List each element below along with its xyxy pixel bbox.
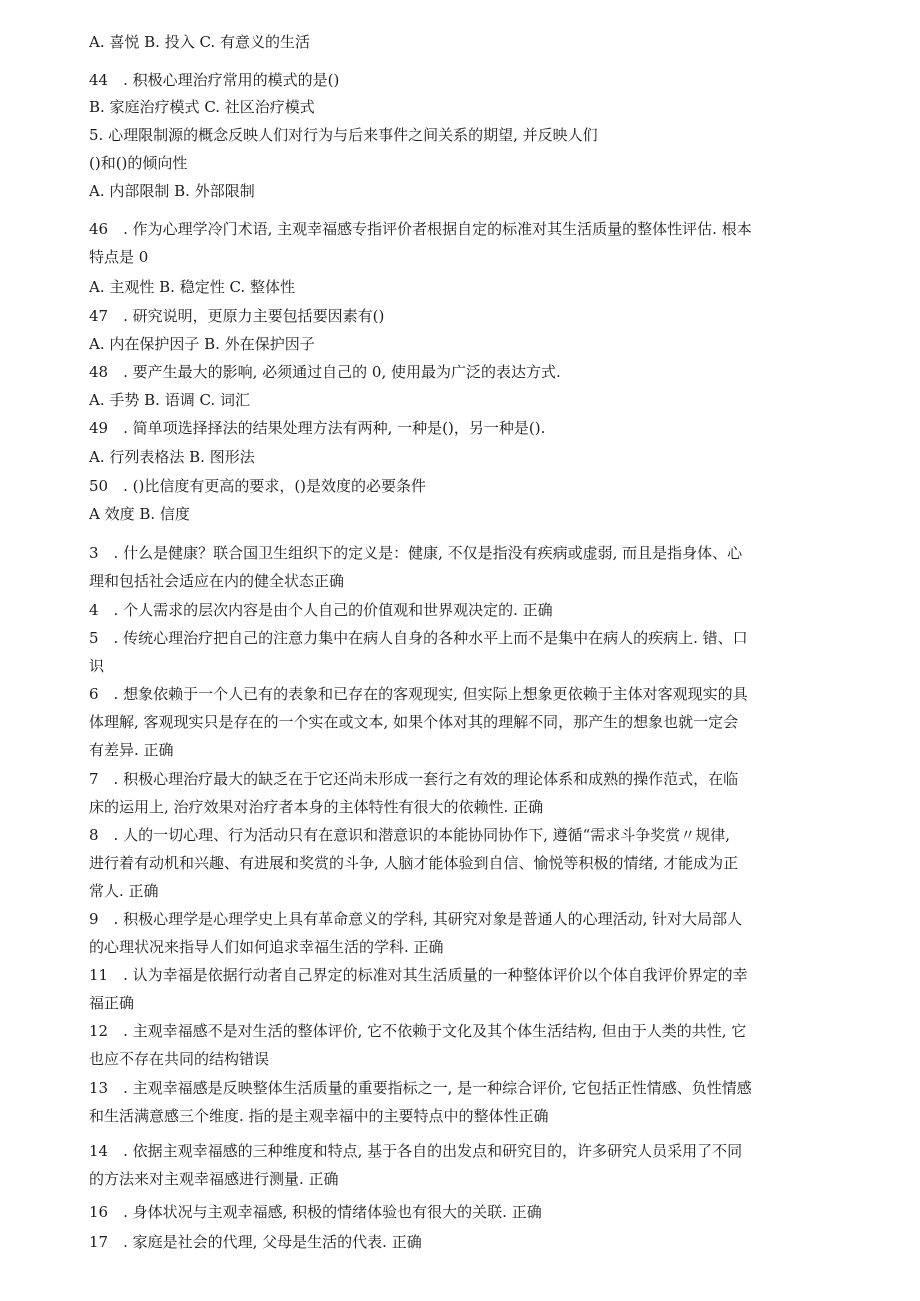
- text-line: 4 . 个人需求的层次内容是由个人自己的价值观和世界观决定的. 正确: [89, 601, 553, 619]
- text-line: 9 . 积极心理学是心理学史上具有革命意义的学科, 其研究对象是普通人的心理活动, 针对大局部人: [89, 910, 743, 928]
- text-line: B. 家庭治疗模式 C. 社区治疗模式: [89, 98, 315, 116]
- text-line: 床的运用上, 治疗效果对治疗者本身的主体特性有很大的依赖性. 正确: [89, 798, 544, 816]
- text-line: 47 . 研究说明，更原力主要包括要因素有(): [89, 307, 385, 325]
- text-line: 也应不存在共同的结构错误: [89, 1050, 270, 1068]
- text-line: 5 . 传统心理治疗把自己的注意力集中在病人自身的各种水平上而不是集中在病人的疾病上. 错、口: [89, 629, 748, 647]
- text-line: A. 喜悦 B. 投入 C. 有意义的生活: [89, 33, 310, 51]
- text-line: 的方法来对主观幸福感进行测量. 正确: [89, 1170, 339, 1188]
- text-line: 有差异. 正确: [89, 741, 174, 759]
- text-line: A 效度 B. 信度: [89, 505, 190, 523]
- text-line: 50 . ()比信度有更高的要求，()是效度的必要条件: [89, 477, 427, 495]
- text-line: 12 . 主观幸福感不是对生活的整体评价, 它不依赖于文化及其个体生活结构, 但由于人类的共性, 它: [89, 1022, 747, 1040]
- text-line: 17 . 家庭是社会的代理, 父母是生活的代表. 正确: [89, 1233, 422, 1251]
- text-line: A. 手势 B. 语调 C. 词汇: [89, 391, 250, 409]
- text-line: ()和()的倾向性: [89, 154, 188, 172]
- text-line: 的心理状况来指导人们如何追求幸福生活的学科. 正确: [89, 938, 444, 956]
- text-line: 48 . 要产生最大的影响, 必须通过自己的 0, 使用最为广泛的表达方式.: [89, 363, 561, 381]
- text-line: 5. 心理限制源的概念反映人们对行为与后来事件之间关系的期望, 并反映人们: [89, 126, 598, 144]
- text-line: 46 . 作为心理学冷门术语, 主观幸福感专指评价者根据自定的标准对其生活质量的整体性评估. 根本: [89, 220, 752, 238]
- text-line: A. 内在保护因子 B. 外在保护因子: [89, 335, 315, 353]
- text-line: 13 . 主观幸福感是反映整体生活质量的重要指标之一, 是一种综合评价, 它包括正性情感、负性情感: [89, 1079, 752, 1097]
- text-line: 7 . 积极心理治疗最大的缺乏在于它还尚未形成一套行之有效的理论体系和成熟的操作范式，在临: [89, 770, 739, 788]
- text-line: 44 . 积极心理治疗常用的模式的是(): [89, 71, 340, 89]
- text-line: 理和包括社会适应在内的健全状态正确: [89, 572, 345, 590]
- text-line: 福正确: [89, 994, 135, 1012]
- text-line: A. 行列表格法 B. 图形法: [89, 448, 255, 466]
- text-line: 和生活满意感三个维度. 指的是主观幸福中的主要特点中的整体性正确: [89, 1107, 549, 1125]
- text-line: 11 . 认为幸福是依据行动者自己界定的标准对其生活质量的一种整体评价以个体自我评价界定的幸: [89, 966, 748, 984]
- text-line: 进行着有动机和兴趣、有进展和奖赏的斗争, 人脑才能体验到自信、愉悦等积极的情绪, 才能成为正: [89, 854, 739, 872]
- text-line: 49 . 简单项选择择法的结果处理方法有两种, 一种是()，另一种是().: [89, 419, 546, 437]
- text-line: 8 . 人的一切心理、行为活动只有在意识和潜意识的本能协同协作下, 遵循“需求斗争奖赏〃规律,: [89, 826, 731, 844]
- text-line: 14 . 依据主观幸福感的三种维度和特点, 基于各自的出发点和研究目的，许多研究人员采用了不同: [89, 1142, 743, 1160]
- text-line: 常人. 正确: [89, 882, 159, 900]
- text-line: A. 内部限制 B. 外部限制: [89, 182, 255, 200]
- text-line: 6 . 想象依赖于一个人已有的表象和已存在的客观现实, 但实际上想象更依赖于主体对客观现实的具: [89, 685, 748, 703]
- text-line: 3 . 什么是健康？联合国卫生组织下的定义是：健康, 不仅是指没有疾病或虚弱, 而且是指身体、心: [89, 544, 743, 562]
- text-line: 识: [89, 657, 105, 675]
- text-line: 体理解, 客观现实只是存在的一个实在或文本, 如果个体对其的理解不同，那产生的想象也就一定会: [89, 713, 739, 731]
- text-line: 特点是 0: [89, 248, 149, 266]
- text-line: A. 主观性 B. 稳定性 C. 整体性: [89, 278, 295, 296]
- text-line: 16 . 身体状况与主观幸福感, 积极的情绪体验也有很大的关联. 正确: [89, 1203, 542, 1221]
